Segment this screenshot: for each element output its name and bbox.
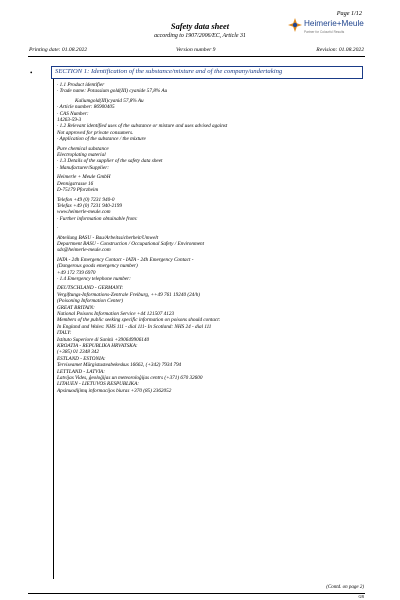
body-line: IATA - 24h Emergency Contact - IATA - 24h Emergency Contact - [57,256,194,263]
body-line: Telefax +49 (0) 7231 940-2199 [57,202,122,209]
continued-note: (Contd. on page 2) [326,585,364,590]
body-line: National Poisons Information Service +44 121507 4123 [57,311,175,317]
body-line: · Article number: 86900405 [57,104,115,111]
body-line: · 1.1 Product identifier [57,82,105,88]
body-line: www.heimerle-meule.com [57,209,111,216]
body-line: · 1.4 Emergency telephone number: [57,275,131,282]
section-heading-box [51,66,363,79]
body-line: · Application of the substance / the mixture [57,136,146,143]
body-line: Not approved for private consumers. [57,129,134,136]
body-line: GREAT BRITAIN: [57,304,95,311]
body-line: · 1.2 Relevant identified uses of the substance or mixture and uses advised against [57,123,228,130]
body-line: KROATIA - REPUBLIKA HRVATSKA: [57,343,138,350]
body-line: Abteilung BASU - Bau/Arbeitssicherheit/Umwelt [57,234,159,241]
document-title: Safety data sheet [170,22,230,31]
section-heading: SECTION 1: Identification of the substance/mixture and of the company/undertaking [55,68,283,75]
body-line: · Manufacturer/Supplier: [57,164,109,171]
body-line: DEUTSCHLAND - GERMANY: [57,285,124,292]
company-logo [287,17,367,39]
body-line: ESTLAND - ESTONIA: [57,355,106,362]
body-line: In England and Wales: NHS 111 - dial 111- In Scotland: NHS 24 - dial 111 [57,323,212,330]
revision-date: Revision: 01.08.2022 [316,47,364,53]
header-divider [28,56,365,57]
body-line: 14263-59-3 [57,117,82,124]
body-line: +49 172 739 6970 [57,269,96,276]
footer-divider [28,593,365,594]
footer-code: GB [358,594,364,599]
section-body [57,82,367,394]
body-line: Apsinuodijimų informacijos biuras +370 (85) 2362052 [57,387,172,394]
body-line: Kaliumgold(III)cyanid 57,8% Au [75,97,144,104]
body-line: LETTLAND - LATVIA: [57,368,105,375]
body-line: (+385) 01 2348 342 [57,349,99,356]
body-line: Electroplating material [57,152,106,159]
logo-brand: Heimerie+Meule [304,19,364,28]
page-number: Page 1/12 [336,10,362,17]
body-line: Terviseamet Mürgistusteabekeskus 16662, (+342) 7934 794 [57,362,182,369]
body-line: ITALY: [57,330,72,337]
body-line: · Further information obtainable from: [57,215,138,222]
body-line: Dennigstrasse 16 [57,180,94,187]
body-line: (Poisoning Information Center) [57,298,123,305]
body-line: · 1.3 Details of the supplier of the safety data sheet [57,158,163,165]
body-line: LITAUEN - LIETUVOS RESPUBLIKA: [57,381,140,388]
body-line: Members of the public seeking specific information on poisons should contact: [57,317,221,324]
body-line: Heimerle + Meule GmbH [57,174,111,181]
body-line: Department BASU - Construction / Occupational Safety / Environment [57,240,205,247]
body-line: Vergiftungs-Informations-Zentrale Freiburg, ++49 761 19240 (24/h) [57,291,201,298]
body-line: · Trade name: Potassium gold(III) cyanide 57,8% Au [57,88,168,95]
body-line: · [57,225,59,232]
body-line: Telefon +49 (0) 7231 940-0 [57,196,115,203]
document-subtitle: according to 1907/2006/EC, Article 31 [154,33,246,39]
section-margin-line [53,79,54,579]
body-line: Istituto Superiore di Sanità +390649906140 [57,336,150,343]
body-line: (Dangerous goods emergency number) [57,263,138,270]
logo-tagline: Partner for Colourful Results [304,30,345,34]
heimerle-meule-logo-mark-icon [287,17,303,33]
body-line: sds@heimerle-meule.com [57,247,111,254]
body-line: Latvijas Vides, ģeoloģijas un meteoroloģijas centrs (+371) 670 32600 [57,375,203,382]
printing-date: Printing date: 01.08.2022 [29,47,88,53]
body-line: · CAS Number: [57,110,89,117]
version-number: Version number 9 [176,47,216,53]
body-line: D-75179 Pforzheim [57,187,99,194]
section-bullet: • [30,69,33,77]
body-line: Pure chemical substance [57,145,109,152]
